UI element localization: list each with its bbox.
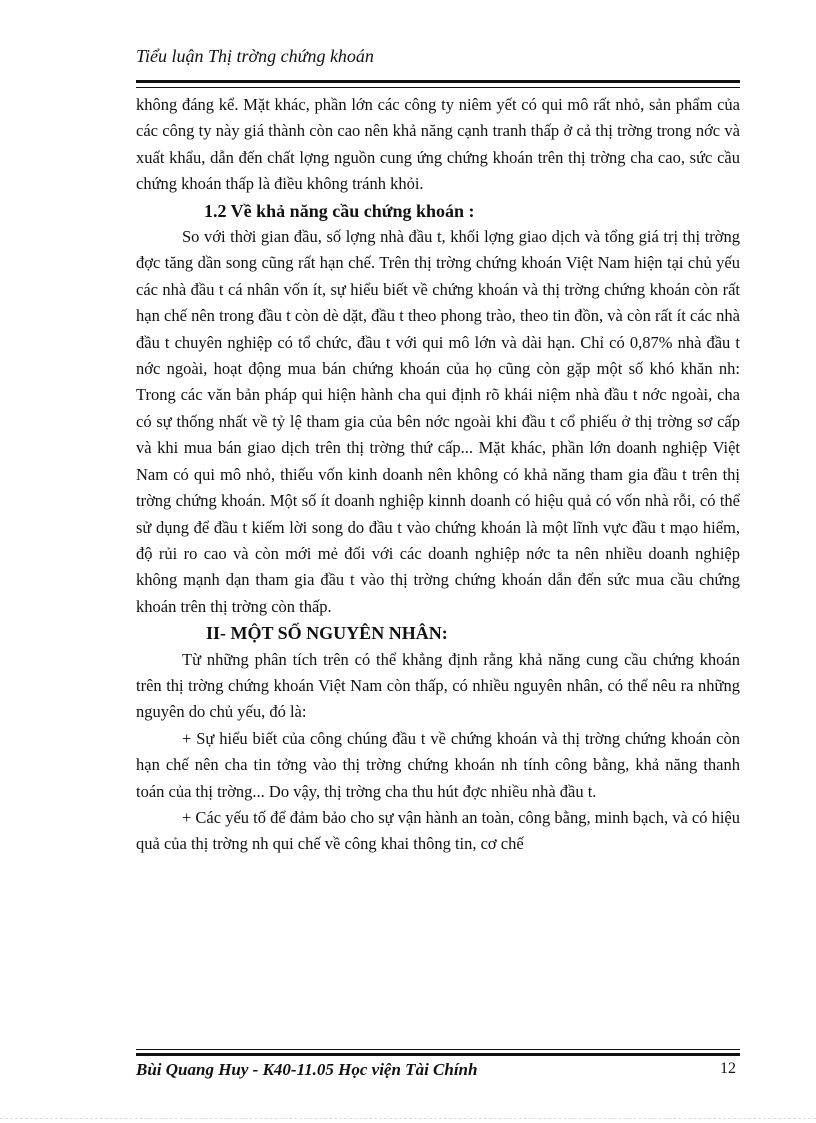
section-II-paragraph-3: + Các yếu tố để đảm bảo cho sự vận hành an toàn, công bằng, minh bạch, và có hiệu quả của thị trờng nh qui chế về công khai thông tin, cơ chế bbox=[136, 807, 741, 854]
footer-rule-thick bbox=[136, 1053, 740, 1056]
header-rule-thin bbox=[136, 87, 740, 88]
section-II-heading: II- MỘT SỐ NGUYÊN NHÂN: bbox=[206, 623, 448, 644]
footer-author: Bùi Quang Huy - K40-11.05 Học viện Tài Chính bbox=[136, 1060, 478, 1079]
intro-paragraph: không đáng kể. Mặt khác, phần lớn các công ty niêm yết có qui mô rất nhỏ, sản phẩm của các công ty này giá thành còn cao nên khả năng cạnh tranh thấp ở cả thị trờng trong nớc và xuất khẩu, dẫn đến chất lợng nguồn cung ứng chứng khoán trên thị trờng cha cao, sức cầu chứng khoán thấp là điều không tránh khỏi. bbox=[136, 95, 740, 194]
running-header-title: Tiểu luận Thị trờng chứng khoán bbox=[136, 46, 374, 66]
page-number: 12 bbox=[720, 1060, 736, 1077]
section-1-2-paragraph: So với thời gian đầu, số lợng nhà đầu t, khối lợng giao dịch và tổng giá trị thị trờng đợc tăng dần song cũng rất hạn chế. Trên thị trờng chứng khoán Việt Nam hiện tại chủ yếu các nhà đầu t cá nhân vốn ít, sự hiểu biết về chứng khoán và thị trờng chứng khoán còn rất hạn chế nên trong đầu t còn dè dặt, đầu t theo phong trào, theo tin đồn, và còn rất ít các nhà đầu t chuyên nghiệp có tổ chức, đầu t với qui mô lớn và dài hạn. Chỉ có 0,87% nhà đầu t nớc ngoài, hoạt động mua bán chứng khoán của họ cũng còn gặp một số khó khăn nh: Trong các văn bản pháp qui hiện hành cha qui định rõ khái niệm nhà đầu t nớc ngoài, cha có sự thống nhất về tỷ lệ tham gia của bên nớc ngoài khi đầu t cổ phiếu ở thị trờng sơ cấp và khi mua bán giao dịch trên thị trờng thứ cấp... Mặt khác, phần lớn doanh nghiệp Việt Nam có qui mô nhỏ, thiếu vốn kinh doanh nên không có khả năng tham gia đầu t trên thị trờng chứng khoán. Một số ít doanh nghiệp kinnh doanh có hiệu quả có vốn nhà rỗi, có thể sử dụng để đầu t kiếm lời song do đầu t vào chứng khoán là một lĩnh vực đầu t mạo hiểm, độ rủi ro cao và còn mới mẻ đối với các doanh nghiệp nớc ta nên nhiều doanh nghiệp không mạnh dạn tham gia đầu t vào thị trờng chứng khoán dẫn đến sức mua cầu chứng khoán trên thị trờng còn thấp. bbox=[136, 227, 740, 616]
section-1-2-heading: 1.2 Về khả năng cầu chứng khoán : bbox=[204, 200, 475, 221]
header-rule-thick bbox=[136, 80, 740, 83]
footer-rule-thin bbox=[136, 1049, 740, 1050]
section-II-paragraph-1: Từ những phân tích trên có thể khẳng định rằng khả năng cung cầu chứng khoán trên thị trờng chứng khoán Việt Nam còn thấp, có nhiều nguyên nhân, có thể nêu ra những nguyên do chủ yếu, đó là: bbox=[136, 649, 740, 722]
page-edge-divider bbox=[0, 1118, 816, 1119]
document-body bbox=[136, 92, 740, 858]
section-II-paragraph-2: + Sự hiểu biết của công chúng đầu t về chứng khoán và thị trờng chứng khoán còn hạn chế nên cha tin tởng vào thị trờng chứng khoán nh tính công bằng, khả năng thanh toán của thị trờng... Do vậy, thị trờng cha thu hút đợc nhiều nhà đầu t. bbox=[136, 728, 740, 801]
